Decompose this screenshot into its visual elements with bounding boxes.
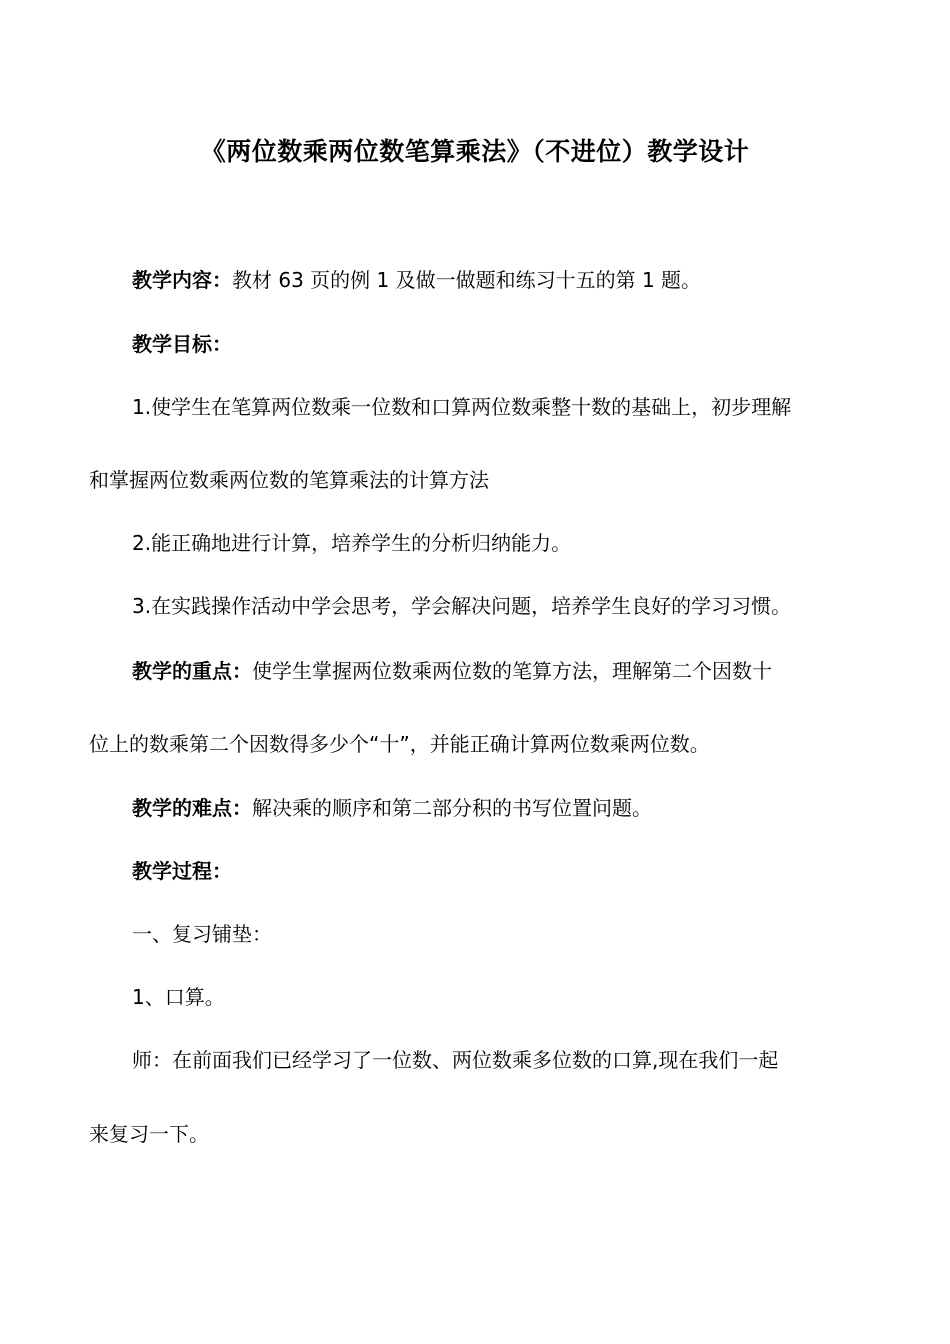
goal-1-line-1: 1.使学生在笔算两位数乘一位数和口算两位数乘整十数的基础上，初步理解 [132, 395, 792, 419]
goal-2: 2.能正确地进行计算，培养学生的分析归纳能力。 [132, 531, 572, 555]
item-1: 1、口算。 [132, 985, 225, 1009]
teacher-line-1: 师：在前面我们已经学习了一位数、两位数乘多位数的口算,现在我们一起 [132, 1048, 779, 1072]
key-point-paragraph [132, 655, 872, 687]
goal-3: 3.在实践操作活动中学会思考，学会解决问题，培养学生良好的学习习惯。 [132, 594, 792, 618]
teaching-content-paragraph [132, 264, 872, 296]
teaching-goals-heading: 教学目标： [132, 332, 232, 356]
difficulty-text: 解决乘的顺序和第二部分积的书写位置问题。 [252, 796, 652, 820]
key-point-text-line-2: 位上的数乘第二个因数得多少个“十”，并能正确计算两位数乘两位数。 [89, 732, 710, 756]
section-1-heading: 一、复习铺垫： [132, 922, 272, 946]
document-title: 《两位数乘两位数笔算乘法》（不进位）教学设计 [200, 137, 750, 166]
key-point-text-line-1: 使学生掌握两位数乘两位数的笔算方法，理解第二个因数十 [252, 659, 772, 683]
teaching-content-text: 教材 63 页的例 1 及做一做题和练习十五的第 1 题。 [232, 268, 702, 292]
teacher-line-2: 来复习一下。 [89, 1122, 209, 1146]
teaching-content-label: 教学内容： [132, 268, 232, 292]
goal-1-line-2: 和掌握两位数乘两位数的笔算乘法的计算方法 [89, 468, 489, 492]
key-point-label: 教学的重点： [132, 659, 252, 683]
difficulty-label: 教学的难点： [132, 796, 252, 820]
teaching-process-heading: 教学过程： [132, 859, 232, 883]
difficulty-paragraph [132, 792, 872, 824]
